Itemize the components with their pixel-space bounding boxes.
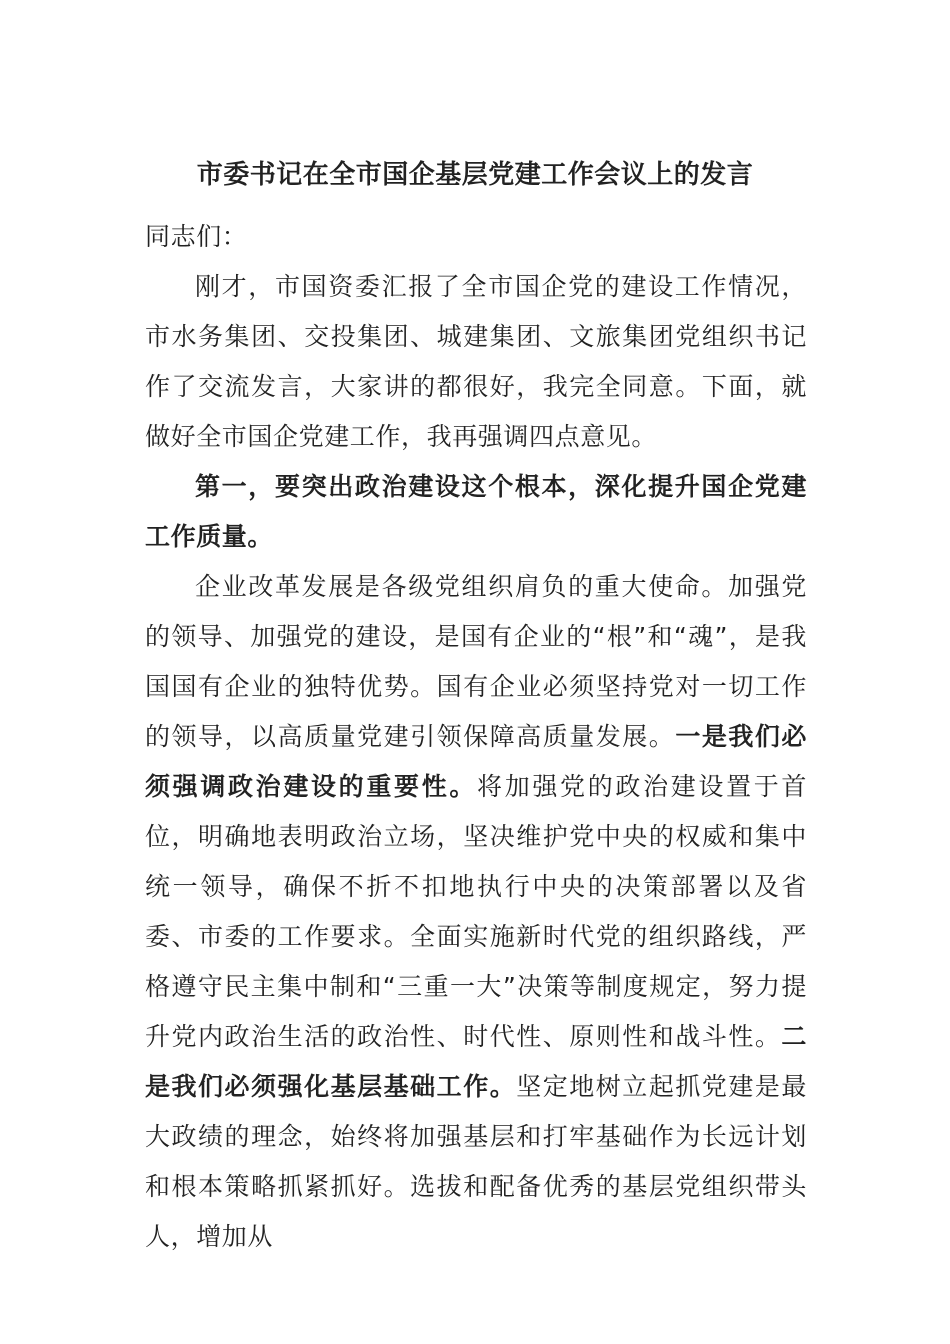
paragraph-intro: 刚才，市国资委汇报了全市国企党的建设工作情况，市水务集团、交投集团、城建集团、文旅集团党组织书记作了交流发言，大家讲的都很好，我完全同意。下面，就做好全市国企党建工作，我再强调四点意见。 bbox=[145, 272, 807, 451]
point-1-title: 一是我们必须强调政治建设的重要性。 bbox=[145, 722, 807, 801]
paragraph-section-1-intro: 企业改革发展是各级党组织肩负的重大使命。加强党的领导、加强党的建设，是国有企业的“根”和“魂”，是我国国有企业的独特优势。国有企业必须坚持党对一切工作的领导，以高质量党建引领保障高质量发展。 bbox=[145, 572, 807, 751]
point-2-title: 二是我们必须强化基层基础工作。 bbox=[145, 1022, 807, 1101]
document-title: 市委书记在全市国企基层党建工作会议上的发言 bbox=[196, 160, 754, 190]
section-heading-1: 第一，要突出政治建设这个根本，深化提升国企党建工作质量。 bbox=[145, 472, 807, 551]
document-body bbox=[145, 212, 807, 1262]
paragraph-section-1 bbox=[145, 562, 807, 1262]
salutation: 同志们： bbox=[145, 222, 248, 251]
point-1-body: 将加强党的政治建设置于首位，明确地表明政治立场，坚决维护党中央的权威和集中统一领导，确保不折不扣地执行中央的决策部署以及省委、市委的工作要求。全面实施新时代党的组织路线，严格遵守民主集中制和“三重一大”决策等制度规定，努力提升党内政治生活的政治性、时代性、原则性和战斗性。 bbox=[145, 772, 808, 1051]
point-2-body: 坚定地树立起抓党建是最大政绩的理念，始终将加强基层和打牢基础作为长远计划和根本策略抓紧抓好。选拔和配备优秀的基层党组织带头人，增加从 bbox=[145, 1072, 807, 1251]
